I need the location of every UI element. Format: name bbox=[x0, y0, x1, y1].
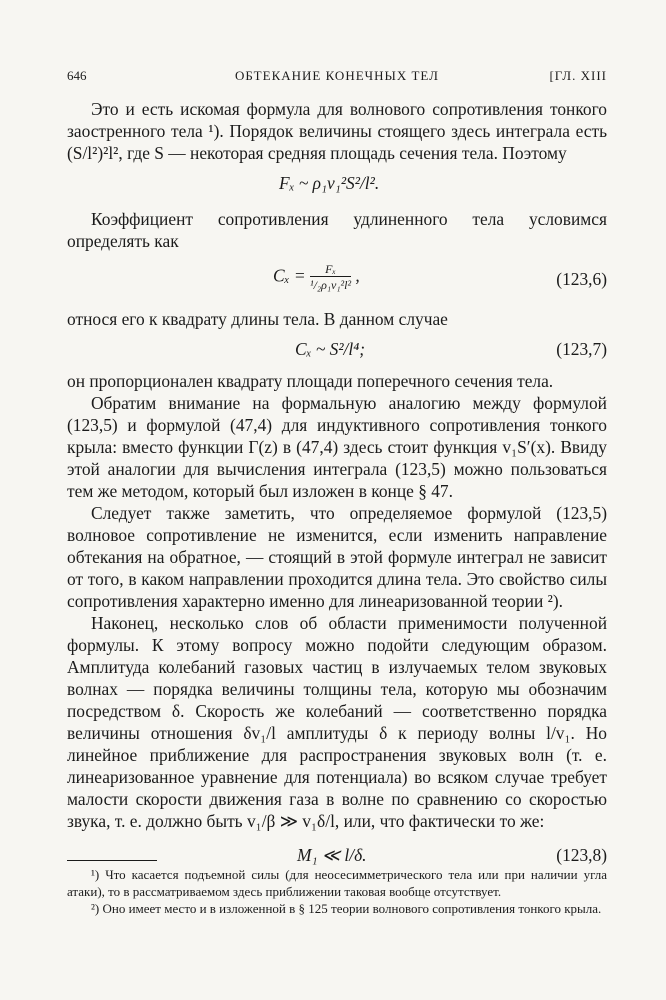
running-title: ОБТЕКАНИЕ КОНЕЧНЫХ ТЕЛ bbox=[235, 68, 439, 83]
equation-number: (123,6) bbox=[556, 269, 607, 289]
paragraph-1: Это и есть искомая формула для волнового сопротивления тонкого заостренного тела ¹). Порядок величины стоящего здесь интеграла есть (S/l²)²l², где S — некоторая средняя площадь сечения тела. Поэтому bbox=[67, 99, 607, 163]
formula-lhs: Cₓ = bbox=[273, 265, 306, 286]
formula-text: Fₓ ~ ρ₁v₁²S²/l². bbox=[279, 173, 380, 193]
formula-tail: , bbox=[355, 265, 360, 286]
paragraph-2: Коэффициент сопротивления удлиненного тела условимся определять как bbox=[67, 209, 607, 251]
formula-text: Cₓ ~ S²/l⁴; bbox=[295, 339, 366, 359]
paragraph-4: он пропорционален квадрату площади поперечного сечения тела. bbox=[67, 371, 554, 391]
footnotes bbox=[67, 866, 607, 917]
main-text bbox=[67, 98, 607, 876]
chapter-label: [ГЛ. XIII bbox=[549, 68, 607, 83]
paragraph-5: Обратим внимание на формальную аналогию между формулой (123,5) и формулой (47,4) для индуктивного сопротивления тонкого крыла: вместо функции Γ(z) в (47,4) здесь стоит функция v₁S′(x). Ввиду этой аналогии для вычисления интеграла (123,5) можно пользоваться тем же методом, который был изложен в конце § 47. bbox=[67, 393, 607, 501]
footnote-separator bbox=[67, 860, 157, 861]
paragraph-7: Наконец, несколько слов об области применимости полученной формулы. К этому вопросу можно подойти следующим образом. Амплитуда колебаний газовых частиц в излучаемых телом звуковых волнах — порядка величины толщины тела, которую мы обозначим посредством δ. Скорость же колебаний — соответственно порядка величины отношения δv₁/l амплитуды δ к периоду волны l/v₁. Но линейное приближение для распространения звуковых волн (т. е. линеаризованное уравнение для потенциала) во всяком случае требует малости скорости движения газа в волне по сравнению со скоростью звука, т. е. должно быть v₁/β ≫ v₁δ/l, или, что фактически то же: bbox=[67, 613, 607, 831]
equation-number: (123,8) bbox=[556, 845, 607, 865]
fraction-denominator: ¹/₂ρ₁v₁²l² bbox=[309, 278, 352, 292]
formula-body bbox=[273, 262, 360, 293]
formula-drag-coefficient bbox=[67, 252, 607, 308]
formula-fraction bbox=[310, 262, 351, 293]
equation-number: (123,7) bbox=[556, 339, 607, 359]
formula-drag-estimate bbox=[67, 164, 607, 208]
paragraph-6: Следует также заметить, что определяемое формулой (123,5) волновое сопротивление не изменится, если изменить направление обтекания на обратное, — стоящий в этой формуле интеграл не зависит от того, в каком направлении проходится длина тела. Это свойство силы сопротивления характерно именно для линеаризованной теории ²). bbox=[67, 503, 607, 611]
fraction-numerator: Fₓ bbox=[310, 262, 351, 277]
formula-text: M₁ ≪ l/δ. bbox=[297, 845, 367, 865]
footnote-1: ¹) Что касается подъемной силы (для неосесимметрического тела или при наличии угла атаки), то в рассматриваемом здесь приближении таковая вообще отсутствует. bbox=[67, 867, 607, 899]
paragraph-3: относя его к квадрату длины тела. В данном случае bbox=[67, 309, 448, 329]
formula-drag-scaling bbox=[67, 330, 607, 370]
footnote-2: ²) Оно имеет место и в изложенной в § 125 теории волнового сопротивления тонкого крыла. bbox=[91, 901, 602, 916]
page-header bbox=[67, 68, 607, 88]
page-number: 646 bbox=[67, 68, 87, 83]
